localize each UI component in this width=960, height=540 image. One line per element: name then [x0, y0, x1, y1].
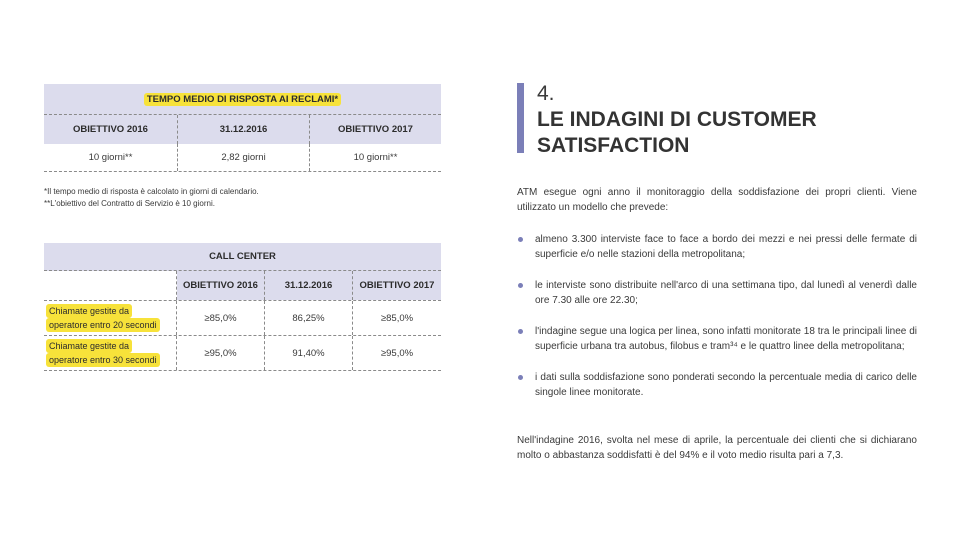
footnote-2: **L'obiettivo del Contratto di Servizio è 10 giorni.	[44, 199, 215, 208]
bullet-icon	[518, 283, 523, 288]
section-title-line-1: LE INDAGINI DI CUSTOMER	[537, 108, 817, 131]
value-objective-2016: ≥95,0%	[177, 336, 265, 370]
row-label-20-seconds: Chiamate gestite da operatore entro 20 secondi	[44, 301, 177, 335]
table-row	[44, 144, 441, 172]
header-empty-cell	[44, 271, 177, 300]
response-time-table-title: TEMPO MEDIO DI RISPOSTA AI RECLAMI*	[144, 93, 341, 106]
table-footnotes	[44, 186, 259, 210]
table-row	[44, 301, 441, 336]
section-title-line-2: SATISFACTION	[537, 134, 690, 157]
row-label-30-seconds: Chiamate gestite da operatore entro 30 secondi	[44, 336, 177, 370]
intro-paragraph: ATM esegue ogni anno il monitoraggio della soddisfazione dei propri clienti. Viene utilizzato un modello che prevede:	[517, 187, 917, 213]
list-item: l'indagine segue una logica per linea, sono infatti monitorate 18 tra le principali linee di superficie urbana tra autobus, filobus e tram³⁴ e le quattro linee della metropolitana;	[517, 324, 917, 354]
value-objective-2017: 10 giorni**	[353, 152, 398, 163]
bullet-icon	[518, 375, 523, 380]
value-31-12-2016: 86,25%	[265, 301, 353, 335]
section-accent-bar	[517, 83, 524, 153]
header-31-12-2016: 31.12.2016	[265, 271, 353, 300]
call-center-title-band	[44, 243, 441, 271]
table-row	[44, 336, 441, 371]
section-number: 4.	[537, 82, 555, 105]
footnote-1: *Il tempo medio di risposta è calcolato in giorni di calendario.	[44, 187, 259, 196]
bullet-icon	[518, 237, 523, 242]
list-item: almeno 3.300 interviste face to face a bordo dei mezzi e nei pressi delle fermate di superficie e/o nelle stazioni della metropolitana;	[517, 232, 917, 262]
header-objective-2017: OBIETTIVO 2017	[353, 271, 441, 300]
methodology-list	[517, 232, 917, 416]
list-item: i dati sulla soddisfazione sono ponderati secondo la percentuale media di carico delle singole linee monitorate.	[517, 370, 917, 400]
section-title	[537, 107, 867, 159]
value-objective-2017: ≥85,0%	[380, 312, 414, 324]
call-center-title: CALL CENTER	[209, 251, 276, 262]
call-center-table	[44, 243, 441, 371]
value-objective-2017: ≥95,0%	[380, 347, 414, 359]
header-objective-2016: OBIETTIVO 2016	[44, 115, 178, 144]
header-objective-2016: OBIETTIVO 2016	[177, 271, 265, 300]
response-time-table	[44, 84, 441, 172]
header-31-12-2016: 31.12.2016	[178, 115, 310, 144]
value-31-12-2016: 91,40%	[265, 336, 353, 370]
value-objective-2016: ≥85,0%	[177, 301, 265, 335]
closing-paragraph: Nell'indagine 2016, svolta nel mese di aprile, la percentuale dei clienti che si dichiarano molto o abbastanza soddisfatti è del 94% e il voto medio risulta pari a 7,3.	[517, 435, 917, 461]
bullet-icon	[518, 329, 523, 334]
response-time-table-header-row	[44, 114, 441, 144]
response-time-table-title-band	[44, 84, 441, 114]
list-item: le interviste sono distribuite nell'arco di una settimana tipo, dal lunedì al venerdì dalle ore 7.30 alle ore 22.30;	[517, 278, 917, 308]
header-objective-2017: OBIETTIVO 2017	[338, 124, 413, 135]
call-center-header-row	[44, 271, 441, 301]
value-objective-2016: 10 giorni**	[44, 144, 178, 171]
value-31-12-2016: 2,82 giorni	[178, 144, 310, 171]
